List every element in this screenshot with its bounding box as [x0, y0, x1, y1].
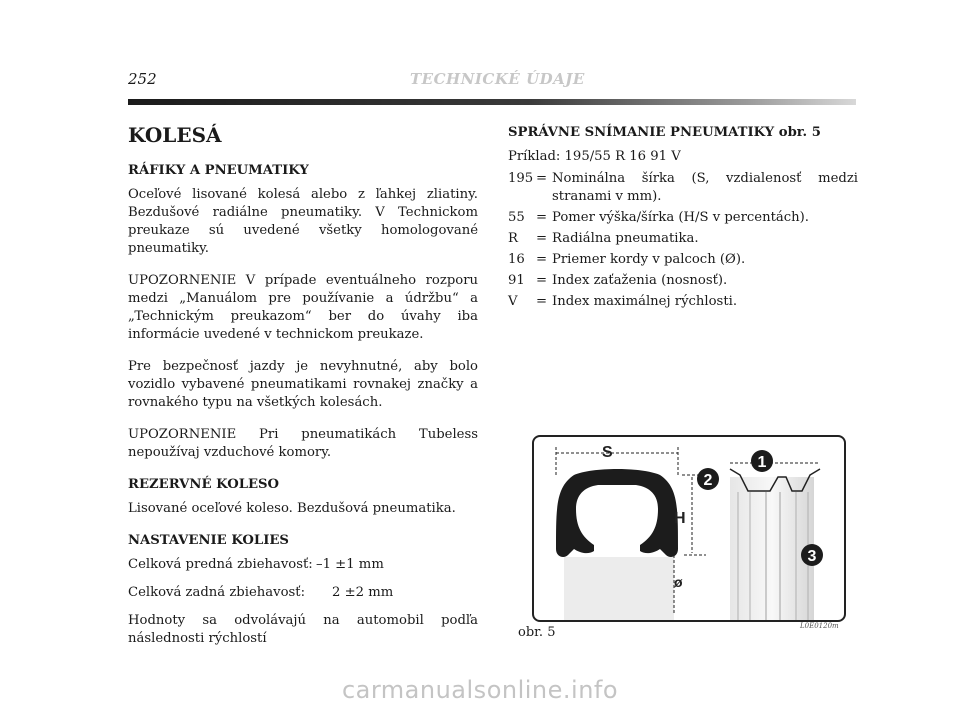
tire-example: Príklad: 195/55 R 16 91 V — [508, 149, 681, 164]
spec-code: 91 — [508, 273, 525, 288]
tubeless-paragraph: UPOZORNENIE Pri pneumatikách Tubeless nepoužívaj vzduchové komory. — [128, 427, 478, 460]
alignment-heading: NASTAVENIE KOLIES — [128, 533, 289, 548]
spec-eq: = — [536, 231, 548, 246]
tire-diagram-svg — [534, 437, 844, 620]
spec-desc: Index zaťaženia (nosnosť). — [552, 273, 728, 288]
rear-toe-label: Celková zadná zbiehavosť: — [128, 585, 306, 600]
spare-heading: REZERVNÉ KOLESO — [128, 477, 280, 492]
header-rule — [128, 99, 856, 105]
spec-desc: Pomer výška/šírka (H/S v percentách). — [552, 210, 809, 225]
tire-reading-heading: SPRÁVNE SNÍMANIE PNEUMATIKY obr. 5 — [508, 125, 821, 140]
page-number: 252 — [128, 70, 157, 88]
spec-code: 16 — [508, 252, 525, 267]
left-column — [128, 122, 478, 648]
spec-eq: = — [536, 210, 548, 225]
rear-toe-value: 2 ±2 mm — [332, 585, 394, 600]
spec-code: 55 — [508, 210, 525, 225]
figure-code: L0E0120m — [800, 622, 839, 630]
rear-toe-row — [128, 584, 478, 602]
label-h: H — [674, 510, 686, 527]
spare-paragraph: Lisované oceľové koleso. Bezdušová pneumatika. — [128, 501, 456, 516]
marker-3-label: 3 — [807, 548, 817, 565]
chapter-title: KOLESÁ — [128, 123, 222, 147]
spec-eq: = — [536, 273, 548, 288]
rims-paragraph: Oceľové lisované kolesá alebo z ľahkej zliatiny. Bezdušové radiálne pneumatiky. V Technickom preukaze sú uvedené všetky homologované pneumatiky. — [128, 187, 478, 256]
spec-desc: Index maximálnej rýchlosti. — [552, 294, 738, 309]
watermark: carmanualsonline.info — [341, 676, 619, 704]
spec-code: R — [508, 231, 518, 246]
notice-paragraph: UPOZORNENIE V prípade eventuálneho rozporu medzi „Manuálom pre používanie a údržbu“ a „Technickým preukazom“ ber do úvahy iba informácie uvedené v technickom preukaze. — [128, 273, 478, 342]
front-toe-label: Celková predná zbiehavosť: — [128, 557, 313, 572]
spec-code: V — [508, 294, 518, 309]
rims-heading: RÁFIKY A PNEUMATIKY — [128, 163, 309, 178]
safety-paragraph: Pre bezpečnosť jazdy je nevyhnutné, aby bolo vozidlo vybavené pneumatikami rovnakej značky a rovnakého typu na všetkých kolesách. — [128, 359, 478, 410]
speed-note-paragraph: Hodnoty sa odvolávajú na automobil podľa následnosti rýchlostí — [128, 613, 478, 646]
spec-eq: = — [536, 252, 548, 267]
wheel-rim-shape — [564, 557, 674, 620]
label-diameter: ø — [674, 574, 683, 590]
spec-eq: = — [536, 171, 548, 186]
marker-1-label: 1 — [757, 454, 767, 471]
right-column — [508, 124, 858, 314]
spec-desc: Radiálna pneumatika. — [552, 231, 699, 246]
figure-caption: obr. 5 — [518, 625, 556, 640]
marker-2-label: 2 — [703, 472, 713, 489]
tire-diagram — [532, 435, 846, 622]
front-toe-row — [128, 556, 478, 574]
section-title: TECHNICKÉ ÚDAJE — [410, 70, 585, 88]
spec-code: 195 — [508, 171, 534, 186]
tire-spec-list — [508, 170, 858, 314]
front-toe-value: –1 ±1 mm — [316, 557, 384, 572]
label-s: S — [602, 444, 613, 461]
spec-desc: Nominálna šírka (S, vzdialenosť medzi stranami v mm). — [552, 171, 858, 204]
spec-desc: Priemer kordy v palcoch (Ø). — [552, 252, 746, 267]
spec-eq: = — [536, 294, 548, 309]
